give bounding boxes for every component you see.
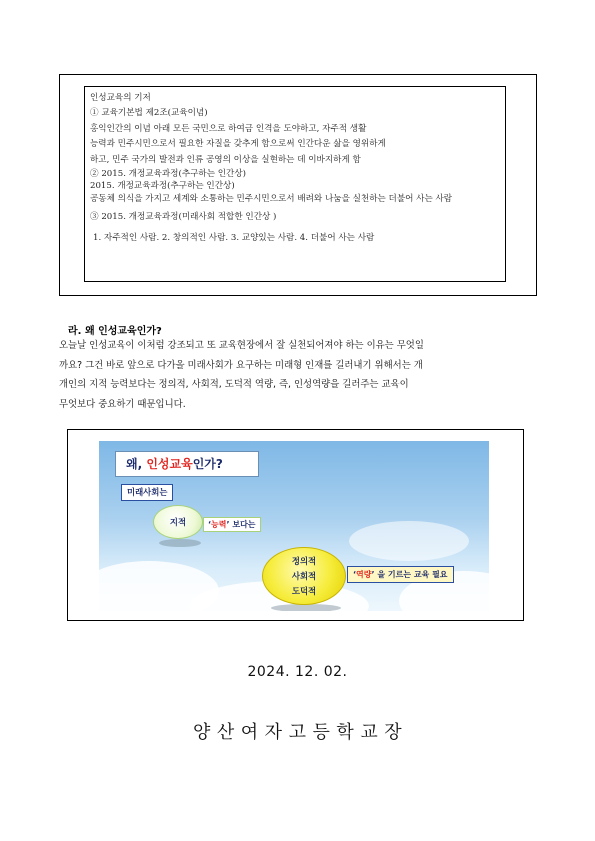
- paragraph-line-1: 오늘날 인성교육이 이처럼 강조되고 또 교육현장에서 잘 실천되어져야 하는 이유는 무엇일: [59, 340, 424, 351]
- paragraph-line-2: 까요? 그건 바로 앞으로 다가올 미래사회가 요구하는 미래형 인재를 길러내기 위해서는 개: [59, 359, 423, 371]
- competency-ellipse: [262, 547, 346, 605]
- intellect-ellipse: 지적: [153, 505, 203, 539]
- basis-heading: 인성교육의 기저: [90, 93, 151, 103]
- ellipse-shadow: [159, 539, 201, 547]
- slide-title-highlight: 인성교육: [146, 457, 193, 471]
- basis-item2-text: 공동체 의식을 가지고 세계와 소통하는 민주시민으로서 배려와 나눔을 실천하는 더불어 사는 사람: [90, 194, 453, 205]
- section-title: 라. 왜 인성교육인가?: [68, 326, 162, 337]
- why-character-education-slide: [99, 441, 489, 611]
- basis-item1-line3: 하고, 민주 국가의 발전과 인류 공영의 이상을 실현하는 데 이바지하게 함: [90, 154, 361, 165]
- basis-item1-title: ① 교육기본법 제2조(교육이념): [90, 108, 208, 119]
- need-rest: ’ 을 기르는 교육 필요: [371, 570, 448, 579]
- competency-need-label: [347, 566, 454, 583]
- ellipse-shadow: [271, 604, 341, 611]
- future-society-label: 미래사회는: [121, 484, 173, 501]
- slide-title-prefix: 왜,: [126, 457, 147, 471]
- slide-title: [115, 451, 259, 477]
- ability-rest: ’ 보다는: [226, 520, 256, 529]
- need-word: 역량: [356, 570, 372, 579]
- basis-item1-line2: 능력과 민주시민으로서 필요한 자질을 갖추게 함으로써 인간다운 삶을 영위하게: [90, 139, 386, 150]
- ability-quote: ‘: [208, 520, 212, 529]
- section-paragraph: [59, 336, 539, 414]
- need-quote: ‘: [353, 570, 357, 579]
- ability-word: 능력: [211, 520, 227, 529]
- document-date: 2024. 12. 02.: [247, 664, 348, 680]
- basis-item2-sub: 2015. 개정교육과정(추구하는 인간상): [90, 181, 235, 192]
- basis-box: [84, 86, 506, 282]
- slide-title-suffix: 인가?: [192, 457, 223, 471]
- basis-item3-title: ③ 2015. 개정교육과정(미래사회 적합한 인간상 ): [90, 212, 277, 223]
- basis-item2-title: ② 2015. 개정교육과정(추구하는 인간상): [90, 169, 247, 180]
- principal-signature-line: 양 산 여 자 고 등 학 교 장: [192, 722, 403, 743]
- moral-label: 도덕적: [291, 586, 317, 596]
- basis-item1-line1: 홍익인간의 이념 아래 모든 국민으로 하여금 인격을 도야하고, 자주적 생활: [90, 123, 367, 134]
- social-label: 사회적: [291, 571, 317, 581]
- basis-item3-list: 1. 자주적인 사람. 2. 창의적인 사람. 3. 교양있는 사람. 4. 더불어 사는 사람: [93, 232, 375, 243]
- affective-label: 정의적: [291, 556, 317, 566]
- ability-label: [203, 517, 261, 532]
- paragraph-line-4: 무엇보다 중요하기 때문입니다.: [59, 398, 186, 410]
- paragraph-line-3: 개인의 지적 능력보다는 정의적, 사회적, 도덕적 역량, 즉, 인성역량을 길러주는 교육이: [59, 379, 409, 390]
- cloud-shape: [349, 521, 469, 561]
